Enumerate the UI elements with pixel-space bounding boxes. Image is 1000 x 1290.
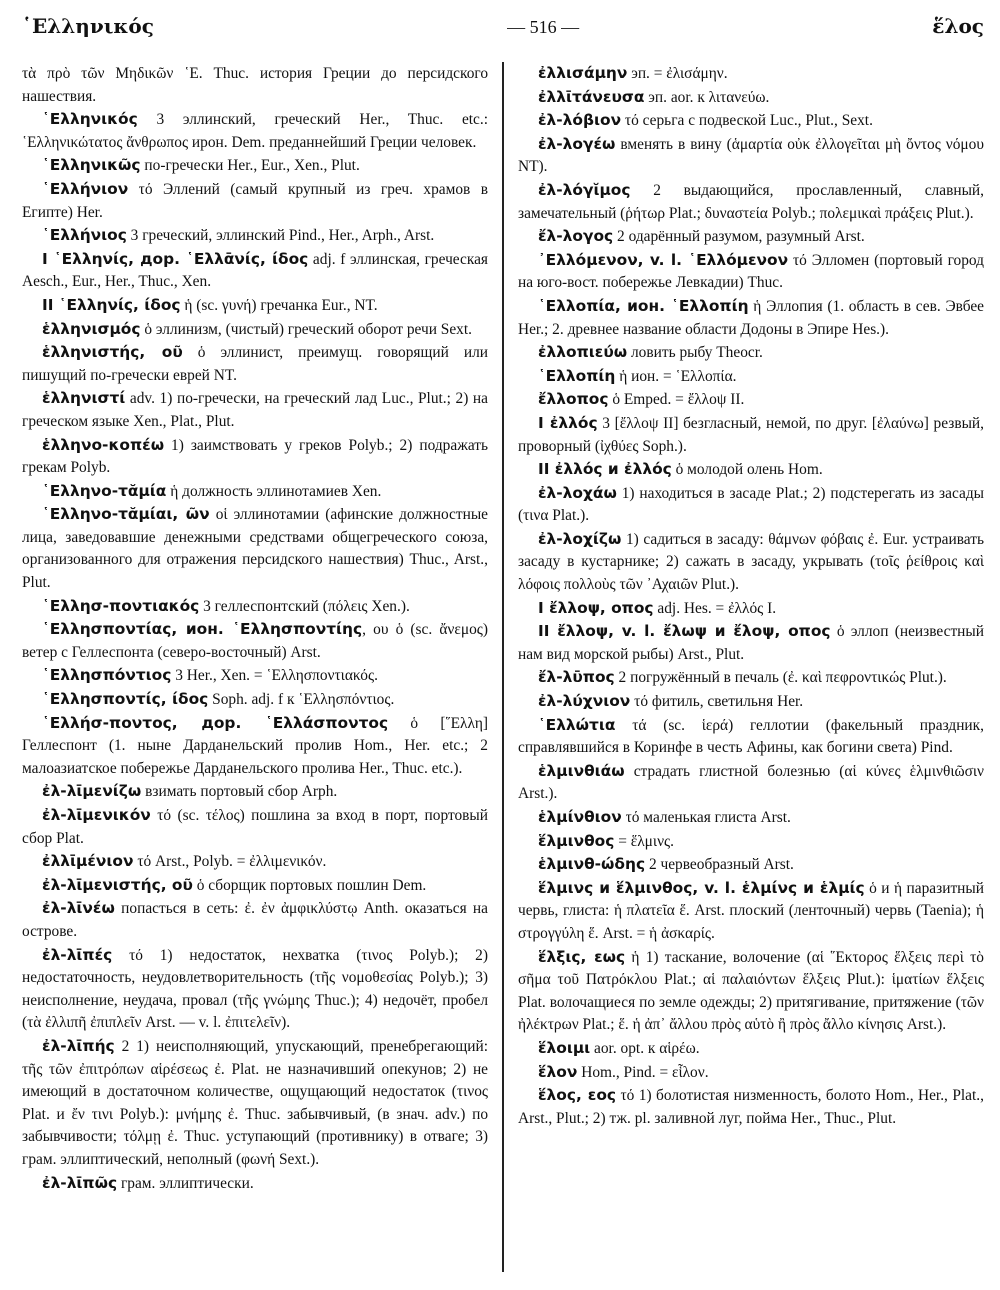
entry-headword: ῾Ελληνο-τᾰμία <box>42 481 167 500</box>
entry-definition: страдать глистной болезнью (αἱ κύνες ἑλμινθιῶσιν Arst.). <box>517 762 984 803</box>
entry-definition: τό Элломен (портовый город на юго-вост. побережье Левкадии) Thuc. <box>517 251 984 292</box>
entry-definition: 2 выдающийся, прославленный, славный, замечательный (ῥήτωρ Plat.; δυναστεία Polyb.; πολεμικαὶ πράξεις Plut.). <box>517 181 984 222</box>
dictionary-entry <box>518 86 984 110</box>
dictionary-entry <box>22 688 488 712</box>
entry-headword: II ἔλλοψ, v. l. ἔλωψ и ἔλοψ, οπος <box>537 622 831 641</box>
entry-headword: ἐλ-λοχάω <box>537 483 617 502</box>
entry-definition: ἡ ион. = ῾Ελλοπία. <box>615 367 737 385</box>
dictionary-entry <box>22 294 488 318</box>
header-last-headword: ἕλος <box>932 14 984 38</box>
entry-headword: ἑλληνο-κοπέω <box>42 435 165 454</box>
entry-headword: ἕλμινθος <box>537 831 615 850</box>
dictionary-entry <box>518 714 984 760</box>
dictionary-entry <box>22 1172 488 1196</box>
entry-headword: ἕλος, εος <box>537 1086 617 1105</box>
entry-headword: ῾Ελληνο-τᾰμίαι, ῶν <box>42 505 210 524</box>
entry-definition: τό фитиль, светильня Her. <box>630 693 804 711</box>
entry-headword: ἐλ-λοχίζω <box>537 529 622 548</box>
dictionary-entry <box>518 946 984 1037</box>
entry-definition: 2 червеобразный Arst. <box>645 856 794 874</box>
entry-headword: I ἐλλός <box>537 413 598 432</box>
entry-definition: ἡ Эллопия (1. область в сев. Эвбее Her.; 2. древнее название области Додоны в Эпире Hes.). <box>517 297 984 338</box>
entry-headword: ἑλληνισμός <box>42 319 141 338</box>
entry-headword: ἐλ-λῑνέω <box>42 899 115 918</box>
dictionary-entry <box>518 225 984 249</box>
entry-headword: ἑλμίνθιον <box>537 808 622 826</box>
dictionary-entry <box>22 248 488 294</box>
entry-definition: Soph. adj. f к ῾Ελλησπόντιος. <box>208 691 395 709</box>
entry-definition: эп. = ἐλισάμην. <box>627 65 728 82</box>
entry-headword: ἐλ-λῑπῶς <box>42 1173 118 1192</box>
entry-headword: ἐλ-λογέω <box>537 134 616 153</box>
entry-headword: I ῾Ελληνίς, дор. ῾Ελλᾱνίς, ίδος <box>42 249 309 268</box>
right-column <box>508 62 984 1290</box>
dictionary-entry <box>22 664 488 688</box>
dictionary-entry <box>22 480 488 504</box>
dictionary-entry <box>518 133 984 179</box>
dictionary-entry <box>518 295 984 341</box>
entry-headword: ἐλλισάμην <box>537 64 628 82</box>
entry-headword: ῾Ελλήνιον <box>42 179 129 198</box>
entry-headword: ῾Ελλησποντίς, ίδος <box>42 690 209 709</box>
dictionary-entry <box>22 62 488 108</box>
entry-definition: ἡ должность эллинотамиев Xen. <box>166 482 382 500</box>
entry-definition: вменять в вину (ἁμαρτία οὐκ ἐλλογεῖται μὴ ὄντος νόμου NT). <box>517 135 984 176</box>
entry-headword: ἕλμινς и ἕλμινθος, v. l. ἑλμίνς и ἑλμίς <box>537 878 865 897</box>
entry-definition: ἡ 1) таскание, волочение (αἱ ῞Εκτορος ἕλξεις περὶ τὸ σῆμα τοῦ Πατρόκλου Plat.; αἱ παλαιόντων ἕλξεις Plut.): ἱματίων ἕλξεις Plat. волочащиеся по земле одежды; 2) притягивание, притяжение (τῶν ἠλέκτρων Plat.; ἕ. ἡ ἀπ᾿ ἄλλου πρὸς αὑτὸ ἢ πρὸς ἄλλο κίνησις Arst.). <box>517 948 984 1034</box>
entry-definition: ловить рыбу Theocr. <box>627 344 763 362</box>
entry-definition: ὁ [῞Ελλη] Геллеспонт (1. ныне Дарданельский пролив Hom., Her. etc.; 2 малоазиатское побережье Дарданельского пролива Her., Thuc. etc.). <box>22 714 489 777</box>
entry-definition: 1) садиться в засаду: θάμνων φόβαις ἐ. Eur. устраивать засаду в кустарнике; 2) сажать в засаду, укрывать (τοῖς ῥείθροις καὶ λόφοις πολλοὺς τῶν ᾿Αχαιῶν Plut.). <box>517 530 984 594</box>
entry-definition: 3 эллинский, греческий Her., Thuc. etc.: ῾Ελληνικώτατος ἄνθρωπος ирон. Dem. преданнейший Греции человек. <box>22 111 489 151</box>
entry-definition: τά (sc. ἱερά) геллотии (факельный праздник, справлявшийся в Коринфе в честь Афины, как богини света) Pind. <box>517 716 984 757</box>
entry-headword: ἐλ-λῑπές <box>42 945 113 964</box>
entry-definition: ὁ и ἡ паразитный червь, глиста: ἡ πλατεῖα ἕ. Arst. плоский (ленточный) червь (Taenia); ἡ στρογγύλη ἕ. Arst. = ἡ ἀσκαρίς. <box>517 879 984 942</box>
dictionary-entry <box>22 874 488 898</box>
entry-headword: ἐλλοπιεύω <box>537 343 628 362</box>
dictionary-entry <box>22 944 488 1035</box>
dictionary-entry <box>518 62 984 86</box>
entry-definition: ὁ эллоп (неизвестный нам вид морской рыбы) Arst., Plut. <box>517 623 984 663</box>
dictionary-entry <box>518 249 984 295</box>
dictionary-entry <box>518 388 984 412</box>
entry-headword: II ἐλλός и ἐλλός <box>537 460 672 479</box>
dictionary-entry <box>22 503 488 594</box>
dictionary-entry <box>518 1084 984 1130</box>
entry-definition: adj. Hes. = ἐλλός I. <box>653 599 777 617</box>
page-number: — 516 — <box>507 17 580 37</box>
entry-definition: τό Эллений (самый крупный из греч. храмов в Египте) Her. <box>22 180 489 221</box>
dictionary-entry <box>22 178 488 224</box>
entry-headword: ἑλμινθ-ώδης <box>537 855 646 874</box>
header-first-headword: ῾Ελληνικός <box>22 14 154 38</box>
entry-headword: II ῾Ελληνίς, ίδος <box>42 295 181 314</box>
page-header <box>22 14 984 48</box>
entry-definition: взимать портовый сбор Arph. <box>141 783 338 801</box>
dictionary-entry <box>22 712 488 781</box>
dictionary-entry <box>518 620 984 666</box>
dictionary-entry <box>518 412 984 458</box>
dictionary-entry <box>22 154 488 178</box>
entry-definition: ὁ эллинист, преимущ. говорящий или пишущий по-гречески еврей NT. <box>22 344 489 384</box>
dictionary-entry <box>22 318 488 342</box>
dictionary-entry <box>518 597 984 621</box>
entry-headword: ἐλ-λῑμενιστής, οῦ <box>42 875 193 894</box>
entry-headword: ᾿Ελλόμενον, v. l. ῾Ελλόμενον <box>537 250 789 269</box>
dictionary-entry <box>22 897 488 943</box>
dictionary-entry <box>518 528 984 597</box>
dictionary-entry <box>22 595 488 619</box>
dictionary-entry <box>22 618 488 664</box>
entry-definition: 3 [ἔλλοψ II] безгласный, немой, по друг. [ἐλαύνω] резвый, проворный (ἰχθύες Soph.). <box>517 414 984 455</box>
entry-definition: τό (sc. τέλος) пошлина за вход в порт, портовый сбор Plat. <box>22 807 489 847</box>
dictionary-entry <box>518 458 984 482</box>
dictionary-entry <box>518 760 984 806</box>
entry-headword: ἐλλῑμένιον <box>42 852 134 871</box>
entry-definition: τό Arst., Polyb. = ἐλλιμενικόν. <box>133 853 327 871</box>
entry-definition: Hom., Pind. = εἷλον. <box>577 1063 709 1081</box>
entry-definition: τὰ πρὸ τῶν Μηδικῶν ῾Ε. Thuc. история Греции до персидского нашествия. <box>22 65 489 105</box>
entry-headword: ἕλξις, εως <box>537 947 626 966</box>
entry-definition: aor. opt. к αἱρέω. <box>590 1039 700 1057</box>
entry-definition: adj. f эллинская, греческая Aesch., Eur., Her., Thuc., Xen. <box>22 250 489 291</box>
dictionary-entry <box>22 434 488 480</box>
entry-definition: 1) находиться в засаде Plat.; 2) подстерегать из засады (τινα Plat.). <box>517 484 984 525</box>
entry-definition: ἡ (sc. γυνή) гречанка Eur., NT. <box>180 296 378 314</box>
dictionary-entry <box>22 804 488 850</box>
entry-headword: ἔλ-λῡπος <box>537 668 615 687</box>
entry-headword: ῾Ελλοπία, ион. ῾Ελλοπίη <box>537 296 749 315</box>
entry-definition: ὁ молодой олень Hom. <box>671 461 823 479</box>
entry-headword: ῾Ελλησ-ποντιακός <box>42 596 200 615</box>
column-divider <box>502 62 504 1272</box>
dictionary-entry <box>518 109 984 133</box>
entry-headword: ῾Ελλήσ-ποντος, дор. ῾Ελλάσποντος <box>42 713 389 732</box>
entry-headword: ἕλοιμι <box>537 1038 591 1057</box>
entry-headword: ἐλ-λῑπής <box>42 1036 115 1055</box>
entry-definition: 1) заимствовать у греков Polyb.; 2) подражать грекам Polyb. <box>22 436 489 477</box>
entry-headword: ῾Ελλοπίη <box>537 366 616 385</box>
entry-headword: ἑλληνιστί <box>42 389 126 408</box>
dictionary-entry <box>518 690 984 714</box>
dictionary-entry <box>518 877 984 946</box>
left-column <box>22 62 498 1290</box>
dictionary-entry <box>518 482 984 528</box>
entry-headword: ἐλ-λόβιον <box>537 111 622 130</box>
entry-headword: ἔλλοπος <box>537 390 609 409</box>
dictionary-entry <box>518 341 984 365</box>
dictionary-entry <box>518 806 984 830</box>
entry-headword: ῾Ελλησπόντιος <box>42 666 172 685</box>
dictionary-entry <box>518 830 984 854</box>
entry-headword: ἐλ-λύχνιον <box>537 692 631 711</box>
entry-definition: попасться в сеть: ἐ. ἐν ἀμφικλύστῳ Anth. оказаться на острове. <box>22 900 489 940</box>
entry-definition: adv. 1) по-гречески, на греческий лад Luc., Plut.; 2) на греческом языке Xen., Plat., Plut. <box>22 390 489 430</box>
dictionary-entry <box>22 780 488 804</box>
entry-definition: τό серьга с подвеской Luc., Plut., Sext. <box>621 112 873 130</box>
dictionary-entry <box>22 224 488 248</box>
dictionary-entry <box>518 179 984 225</box>
dictionary-entry <box>22 341 488 387</box>
dictionary-entry <box>22 108 488 154</box>
dictionary-entry <box>22 1035 488 1172</box>
dictionary-entry <box>22 850 488 874</box>
entry-headword: ἕλον <box>537 1062 578 1081</box>
entry-definition: ὁ Emped. = ἔλλοψ II. <box>608 391 745 409</box>
dictionary-entry <box>518 853 984 877</box>
entry-definition: 3 геллеспонтский (πόλεις Xen.). <box>199 597 410 615</box>
entry-definition: τό маленькая глиста Arst. <box>621 809 791 826</box>
entry-definition: τό 1) недостаток, нехватка (τινος Polyb.); 2) недостаточность, неудовлетворительность (τῆς νομοθεσίας Polyb.); 3) неисполнение, неудача, провал (τῆς γνώμης Thuc.); 4) недочёт, пробел (τὰ ἐλλιπῆ ἐπιπλεῖν Arst. — v. l. ἐπιτελεῖν). <box>22 946 489 1032</box>
entry-headword: ἑλμινθιάω <box>537 761 625 780</box>
entry-definition: 2 одарённый разумом, разумный Arst. <box>613 228 865 246</box>
entry-headword: ἑλληνιστής, οῦ <box>42 343 183 362</box>
entry-definition: = ἕλμινς. <box>614 832 674 850</box>
dictionary-entry <box>518 1037 984 1061</box>
entry-headword: ἐλ-λῑμενίζω <box>42 782 142 801</box>
entry-headword: ῾Ελλησποντίας, ион. ῾Ελλησποντίης <box>42 620 363 639</box>
columns <box>22 62 984 1290</box>
entry-definition: эп. aor. к λιτανεύω. <box>644 88 770 106</box>
entry-definition: ὁ сборщик портовых пошлин Dem. <box>192 876 427 894</box>
entry-definition: 3 Her., Xen. = ῾Ελλησποντιακός. <box>171 667 378 685</box>
dictionary-entry <box>22 387 488 433</box>
dictionary-entry <box>518 666 984 690</box>
entry-definition: 2 погружённый в печаль (ἐ. καὶ πεφροντικώς Plut.). <box>614 669 947 687</box>
entry-headword: ἐλ-λῑμενικόν <box>42 806 151 824</box>
entry-headword: ῾Ελλώτια <box>537 715 616 734</box>
entry-headword: ῾Ελλήνιος <box>42 226 127 245</box>
dictionary-entry <box>518 365 984 389</box>
entry-definition: грам. эллиптически. <box>117 1174 254 1192</box>
entry-definition: 3 греческий, эллинский Pind., Her., Arph., Arst. <box>126 227 435 245</box>
entry-headword: I ἔλλοψ, οπος <box>537 598 654 617</box>
entry-headword: ἔλ-λογος <box>537 227 614 246</box>
entry-definition: τό 1) болотистая низменность, болото Hom., Her., Plat., Arst., Plut.; 2) тж. pl. заливной луг, пойма Her., Thuc., Plut. <box>517 1087 984 1127</box>
dictionary-entry <box>518 1061 984 1085</box>
entry-definition: 2 1) неисполняющий, упускающий, пренебрегающий: τῆς τῶν ἐπιτρόπων αἱρέσεως ἐ. Plat. не назначивший опекунов; 2) не имеющий в достаточном количестве, ощущающий недостаток (τινος Plat. и ἔν τινι Polyb.): μνήμης ἐ. Thuc. забывчивый, (в знач. adv.) по забывчивости; τόλμῃ ἐ. Thuc. уступающий (противнику) в отваге; 3) грам. эллиптический, неполный (φωνή Sext.). <box>22 1037 489 1168</box>
entry-definition: οἱ эллинотамии (афинские должностные лица, заведовавшие денежными средствами общегреческого союза, организованного для отражения персидского нашествия) Thuc., Arst., Plut. <box>22 506 489 592</box>
entry-definition: ὁ эллинизм, (чистый) греческий оборот речи Sext. <box>140 320 472 338</box>
entry-headword: ῾Ελληνικῶς <box>42 156 141 175</box>
entry-headword: ῾Ελληνικός <box>42 110 138 129</box>
entry-headword: ἐλ-λόγῐμος <box>537 180 631 199</box>
entry-definition: по-гречески Her., Eur., Xen., Plut. <box>140 157 360 175</box>
entry-headword: ἐλλῑτάνευσα <box>537 87 645 106</box>
entry-definition: , ου ὁ (sc. ἄνεμος) ветер с Геллеспонта (северо-восточный) Arst. <box>22 621 489 661</box>
